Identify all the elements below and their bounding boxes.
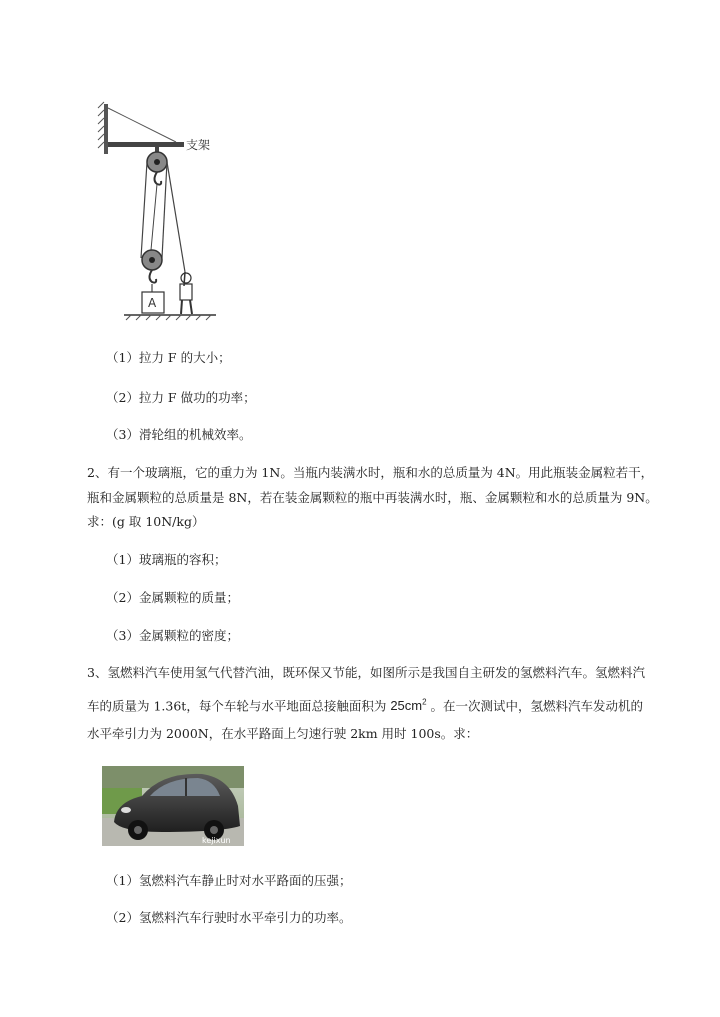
q1-sub1: （1）拉力 F 的大小；	[106, 350, 231, 365]
q3-line2	[87, 695, 643, 714]
q3-line1: 3、氢燃料汽车使用氢气代替汽油，既环保又节能，如图所示是我国自主研发的氢燃料汽车。氢燃料汽	[87, 665, 645, 680]
q1-sub2: （2）拉力 F 做功的功率；	[106, 390, 256, 405]
car-photo	[102, 766, 244, 846]
q3-line3: 水平牵引力为 2000N，在水平路面上匀速行驶 2km 用时 100s。求：	[87, 726, 479, 741]
q3-sub2: （2）氢燃料汽车行驶时水平牵引力的功率。	[106, 910, 352, 925]
q2-sub2: （2）金属颗粒的质量；	[106, 590, 239, 605]
q2-line2: 瓶和金属颗粒的总质量是 8N，若在装金属颗粒的瓶中再装满水时，瓶、金属颗粒和水的总质量为 9N。	[87, 490, 658, 505]
q2-sub1: （1）玻璃瓶的容积；	[106, 552, 227, 567]
area-value: 25cm	[390, 698, 423, 714]
q1-sub3: （3）滑轮组的机械效率。	[106, 427, 252, 442]
block-label: A	[148, 296, 157, 310]
bracket-label: 支架	[186, 138, 211, 152]
q3-line2-text-b: 。在一次测试中，氢燃料汽车发动机的	[426, 698, 644, 714]
watermark: kejixun	[202, 836, 231, 845]
area-unit	[390, 698, 426, 713]
q3-sub1: （1）氢燃料汽车静止时对水平路面的压强；	[106, 873, 352, 888]
pulley-diagram	[96, 100, 226, 325]
q2-sub3: （3）金属颗粒的密度；	[106, 628, 239, 643]
area-exponent: 2	[422, 698, 427, 707]
q2-line1: 2、有一个玻璃瓶，它的重力为 1N。当瓶内装满水时，瓶和水的总质量为 4N。用此瓶装金属粒若干，	[87, 465, 654, 480]
q3-line2-text-a: 车的质量为 1.36t，每个车轮与水平地面总接触面积为	[87, 698, 391, 714]
q2-line3: 求：(g 取 10N/kg）	[87, 514, 205, 529]
